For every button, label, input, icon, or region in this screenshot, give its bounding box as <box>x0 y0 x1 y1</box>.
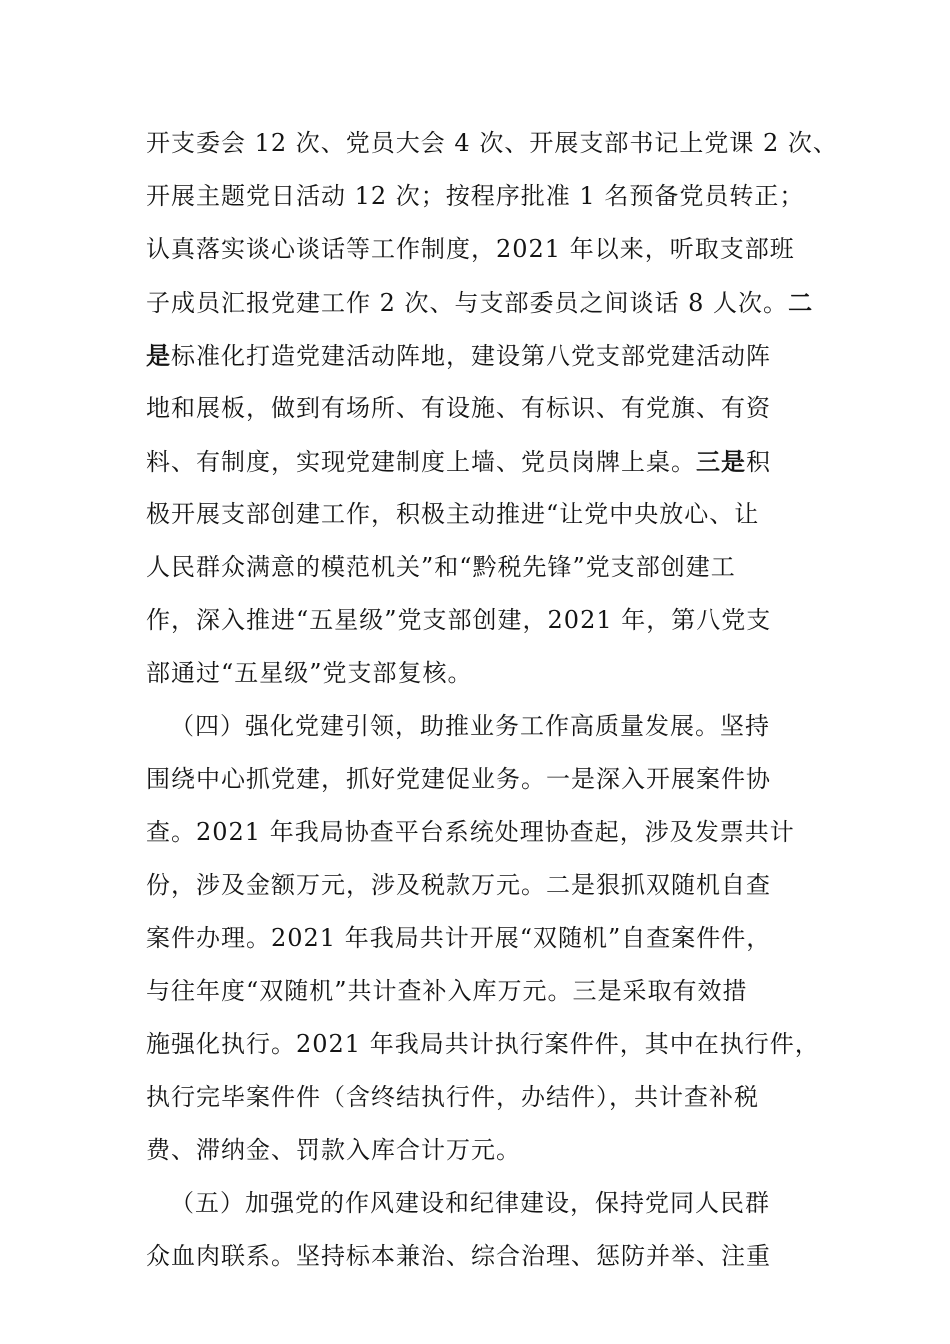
text-line <box>146 912 806 965</box>
text-segment: 开支委会 12 次、党员大会 4 次、开展支部书记上党课 2 次、 <box>146 129 838 157</box>
text-line <box>146 1071 806 1124</box>
text-line <box>146 594 806 647</box>
text-line <box>146 1124 806 1177</box>
text-segment: 部通过“五星级”党支部复核。 <box>146 659 473 687</box>
text-line <box>146 170 806 223</box>
text-line <box>146 1177 806 1230</box>
text-segment: 人民群众满意的模范机关”和“黔税先锋”党支部创建工 <box>146 553 736 581</box>
text-segment: 子成员汇报党建工作 2 次、与支部委员之间谈话 8 人次。 <box>146 289 789 317</box>
document-body <box>146 117 838 1283</box>
paragraph <box>146 700 820 1177</box>
text-segment: 与往年度“双随机”共计查补入库万元。三是采取有效措 <box>146 977 748 1005</box>
text-segment: 查。2021 年我局协查平台系统处理协查起，涉及发票共计 <box>146 818 795 846</box>
text-line <box>146 541 806 594</box>
bold-text: 二 <box>788 288 814 317</box>
text-segment: 料、有制度，实现党建制度上墙、党员岗牌上桌。 <box>146 448 696 476</box>
text-segment: 标准化打造党建活动阵地，建设第八党支部党建活动阵 <box>171 342 771 370</box>
text-line <box>146 276 814 329</box>
text-line <box>146 382 806 435</box>
text-segment: 认真落实谈心谈话等工作制度，2021 年以来，听取支部班 <box>146 235 795 263</box>
text-line <box>146 806 806 859</box>
text-segment: （五）加强党的作风建设和纪律建设，保持党同人民群 <box>170 1189 770 1217</box>
text-line <box>146 223 806 276</box>
text-segment: 作，深入推进“五星级”党支部创建，2021 年，第八党支 <box>146 606 772 634</box>
text-segment: 极开展支部创建工作，积极主动推进“让党中央放心、让 <box>146 500 760 528</box>
text-line <box>146 859 806 912</box>
text-line <box>146 435 806 488</box>
bold-text: 三是 <box>696 447 746 476</box>
text-segment: 地和展板，做到有场所、有设施、有标识、有党旗、有资 <box>146 394 771 422</box>
text-segment: 开展主题党日活动 12 次；按程序批准 1 名预备党员转正； <box>146 182 805 210</box>
text-line <box>146 647 806 700</box>
text-segment: 执行完毕案件件（含终结执行件，办结件），共计查补税 <box>146 1083 759 1111</box>
text-line <box>146 1230 806 1283</box>
text-segment: 众血肉联系。坚持标本兼治、综合治理、惩防并举、注重 <box>146 1242 771 1270</box>
text-segment: 份，涉及金额万元，涉及税款万元。二是狠抓双随机自查 <box>146 871 771 899</box>
paragraph <box>146 117 838 700</box>
text-line <box>146 965 806 1018</box>
text-line <box>146 753 806 806</box>
text-line <box>146 488 806 541</box>
text-segment: 积 <box>746 448 771 476</box>
paragraph <box>146 1177 806 1283</box>
text-segment: 费、滞纳金、罚款入库合计万元。 <box>146 1136 521 1164</box>
text-segment: （四）强化党建引领，助推业务工作高质量发展。坚持 <box>170 712 770 740</box>
text-line <box>146 1018 820 1071</box>
text-segment: 案件办理。2021 年我局共计开展“双随机”自查案件件， <box>146 924 772 952</box>
text-line <box>146 117 838 170</box>
text-segment: 施强化执行。2021 年我局共计执行案件件，其中在执行件， <box>146 1030 820 1058</box>
text-line <box>146 700 806 753</box>
bold-text: 是 <box>146 341 171 370</box>
text-line <box>146 329 806 382</box>
text-segment: 围绕中心抓党建，抓好党建促业务。一是深入开展案件协 <box>146 765 771 793</box>
